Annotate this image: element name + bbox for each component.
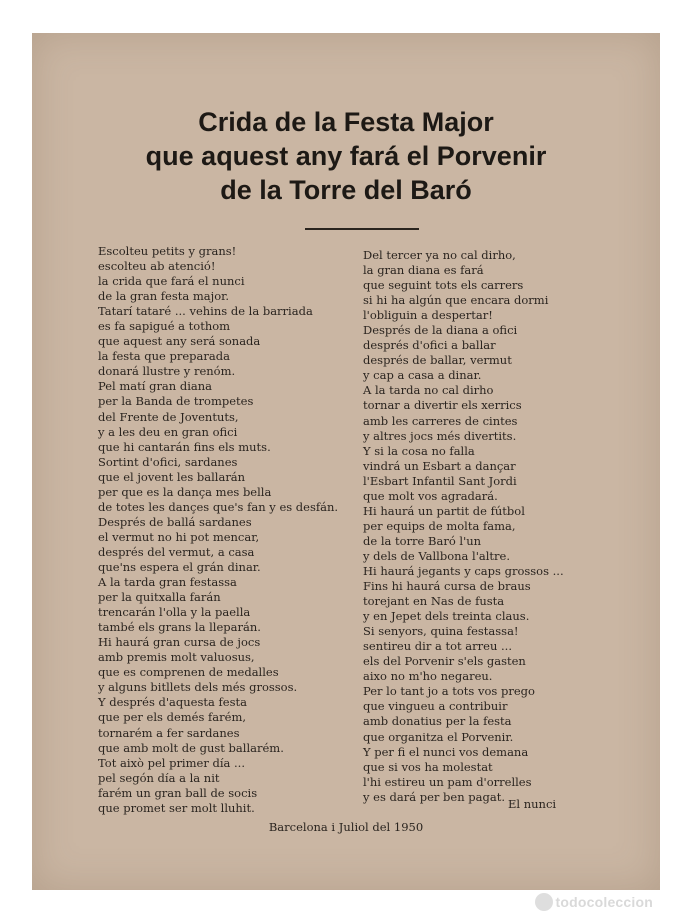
poem-line: aixo no m'ho negareu. [363, 669, 493, 684]
place-date: Barcelona i Juliol del 1950 [268, 820, 424, 834]
poem-line: es fa sapigué a tothom [98, 319, 231, 334]
poem-line: la crida que fará el nunci [98, 274, 245, 289]
poem-line: després d'ofici a ballar [363, 338, 496, 353]
poster-title [32, 105, 660, 207]
poem-line: tornarém a fer sardanes [98, 725, 240, 740]
poem-line: vindrá un Esbart a dançar [363, 458, 516, 473]
poem-line: tornar a divertir els xerrics [363, 398, 522, 413]
poem-line: y cap a casa a dinar. [363, 368, 482, 383]
poem-line: l'Esbart Infantil Sant Jordi [363, 473, 517, 488]
poem-line: Y si la cosa no falla [363, 443, 475, 458]
poem-line: Y per fi el nunci vos demana [363, 744, 529, 759]
poem-line: escolteu ab atenció! [98, 259, 216, 274]
poem-line: la gran diana es fará [363, 263, 484, 278]
poem-line: la festa que preparada [98, 349, 230, 364]
poem-line: l'obliguin a despertar! [363, 308, 493, 323]
poem-line: pel segón día a la nit [98, 770, 220, 785]
poem-line: y es dará per ben pagat. [363, 789, 506, 804]
poem-line: que molt vos agradará. [363, 488, 498, 503]
poem-line: de la torre Baró l'un [363, 533, 482, 548]
poem-line: que si vos ha molestat [363, 759, 493, 774]
title-line-1: Crida de la Festa Major [198, 107, 494, 137]
poem-line: que promet ser molt lluhit. [98, 800, 255, 815]
signature: El nunci [508, 797, 557, 811]
poem-line: Sortint d'ofici, sardanes [98, 454, 238, 469]
poem-line: que es comprenen de medalles [98, 665, 279, 680]
poem-line: que organitza el Porvenir. [363, 729, 514, 744]
poem-line: y altres jocs més divertits. [363, 428, 517, 443]
title-line-3: de la Torre del Baró [220, 175, 472, 205]
poem-line: torejant en Nas de fusta [363, 594, 505, 609]
poem-line: del Frente de Joventuts, [98, 409, 239, 424]
poem-line: per la Banda de trompetes [98, 394, 254, 409]
poem-line: Escolteu petits y grans! [98, 244, 237, 258]
poem-line: Hi haurá un partit de fútbol [363, 503, 525, 518]
poem-line: Del tercer ya no cal dirho, [363, 248, 516, 262]
poem-line: y dels de Vallbona l'altre. [363, 548, 510, 563]
watermark-logo [535, 893, 654, 911]
poem-line: l'hi estireu un pam d'orrelles [363, 774, 532, 789]
poem-line: trencarán l'olla y la paella [98, 605, 251, 620]
poem-line: amb premis molt valuosus, [98, 650, 255, 665]
title-divider [305, 228, 419, 230]
poem-line: per la quitxalla farán [98, 590, 221, 605]
poem-line: Hi haurá gran cursa de jocs [98, 635, 261, 650]
poem-line: A la tarda gran festassa [98, 575, 237, 590]
poem-line: Després de ballá sardanes [98, 514, 252, 529]
poem-line: farém un gran ball de socis [98, 785, 258, 800]
poem-line: y alguns bitllets dels més grossos. [98, 680, 298, 695]
poem-line: de totes les dançes que's fan y es desfán. [98, 499, 339, 514]
watermark-text: todocoleccion [555, 894, 653, 910]
poem-line: que el jovent les ballarán [98, 469, 246, 484]
poem-line: si hi ha algún que encara dormi [363, 293, 549, 308]
poem-right-column [363, 248, 564, 805]
poem-line: Fins hi haurá cursa de braus [363, 579, 531, 594]
poem-line: sentireu dir a tot arreu ... [363, 639, 512, 654]
title-line-2: que aquest any fará el Porvenir [145, 141, 547, 171]
poem-line: que per els demés farém, [98, 710, 247, 725]
poem-line: que seguint tots els carrers [363, 278, 524, 293]
poem-line: que vingueu a contribuir [363, 699, 508, 714]
poem-line: Hi haurá jegants y caps grossos ... [363, 563, 564, 578]
poem-line: després del vermut, a casa [98, 544, 255, 559]
poem-line: Tatarí tataré ... vehins de la barriada [98, 304, 313, 319]
poem-line: Si senyors, quina festassa! [363, 624, 519, 639]
poem-line: per equips de molta fama, [363, 518, 516, 533]
poem-line: A la tarda no cal dirho [363, 383, 494, 398]
poem-line: que hi cantarán fins els muts. [98, 439, 271, 454]
poem-line: amb donatius per la festa [363, 714, 512, 729]
poem-line: que amb molt de gust ballarém. [98, 740, 284, 755]
poem-line: y a les deu en gran ofici [98, 424, 238, 439]
poem-line: els del Porvenir s'els gasten [363, 654, 526, 669]
poem-left-column [98, 244, 338, 816]
poem-line: Tot això pel primer día ... [98, 755, 245, 770]
poem-line: també els grans la lleparán. [98, 620, 261, 635]
poem-line: amb les carreres de cintes [363, 413, 518, 428]
poster-sheet [32, 33, 660, 890]
poem-line: y en Jepet dels treinta claus. [363, 609, 530, 624]
poem-line: donará llustre y renóm. [98, 364, 236, 379]
poem-line: Després de la diana a ofici [363, 323, 518, 338]
poem-line: el vermut no hi pot mencar, [98, 529, 260, 544]
poem-line: Pel matí gran diana [98, 379, 213, 394]
poem-line: que aquest any será sonada [98, 334, 261, 349]
poem-line: que'ns espera el grán dinar. [98, 559, 261, 574]
poem-line: Y després d'aquesta festa [98, 695, 247, 710]
poem-line: de la gran festa major. [98, 289, 230, 304]
watermark-icon [535, 893, 553, 911]
poem-line: per que es la dança mes bella [98, 484, 272, 499]
poem-line: després de ballar, vermut [363, 353, 512, 368]
poem-line: Per lo tant jo a tots vos prego [363, 684, 535, 699]
